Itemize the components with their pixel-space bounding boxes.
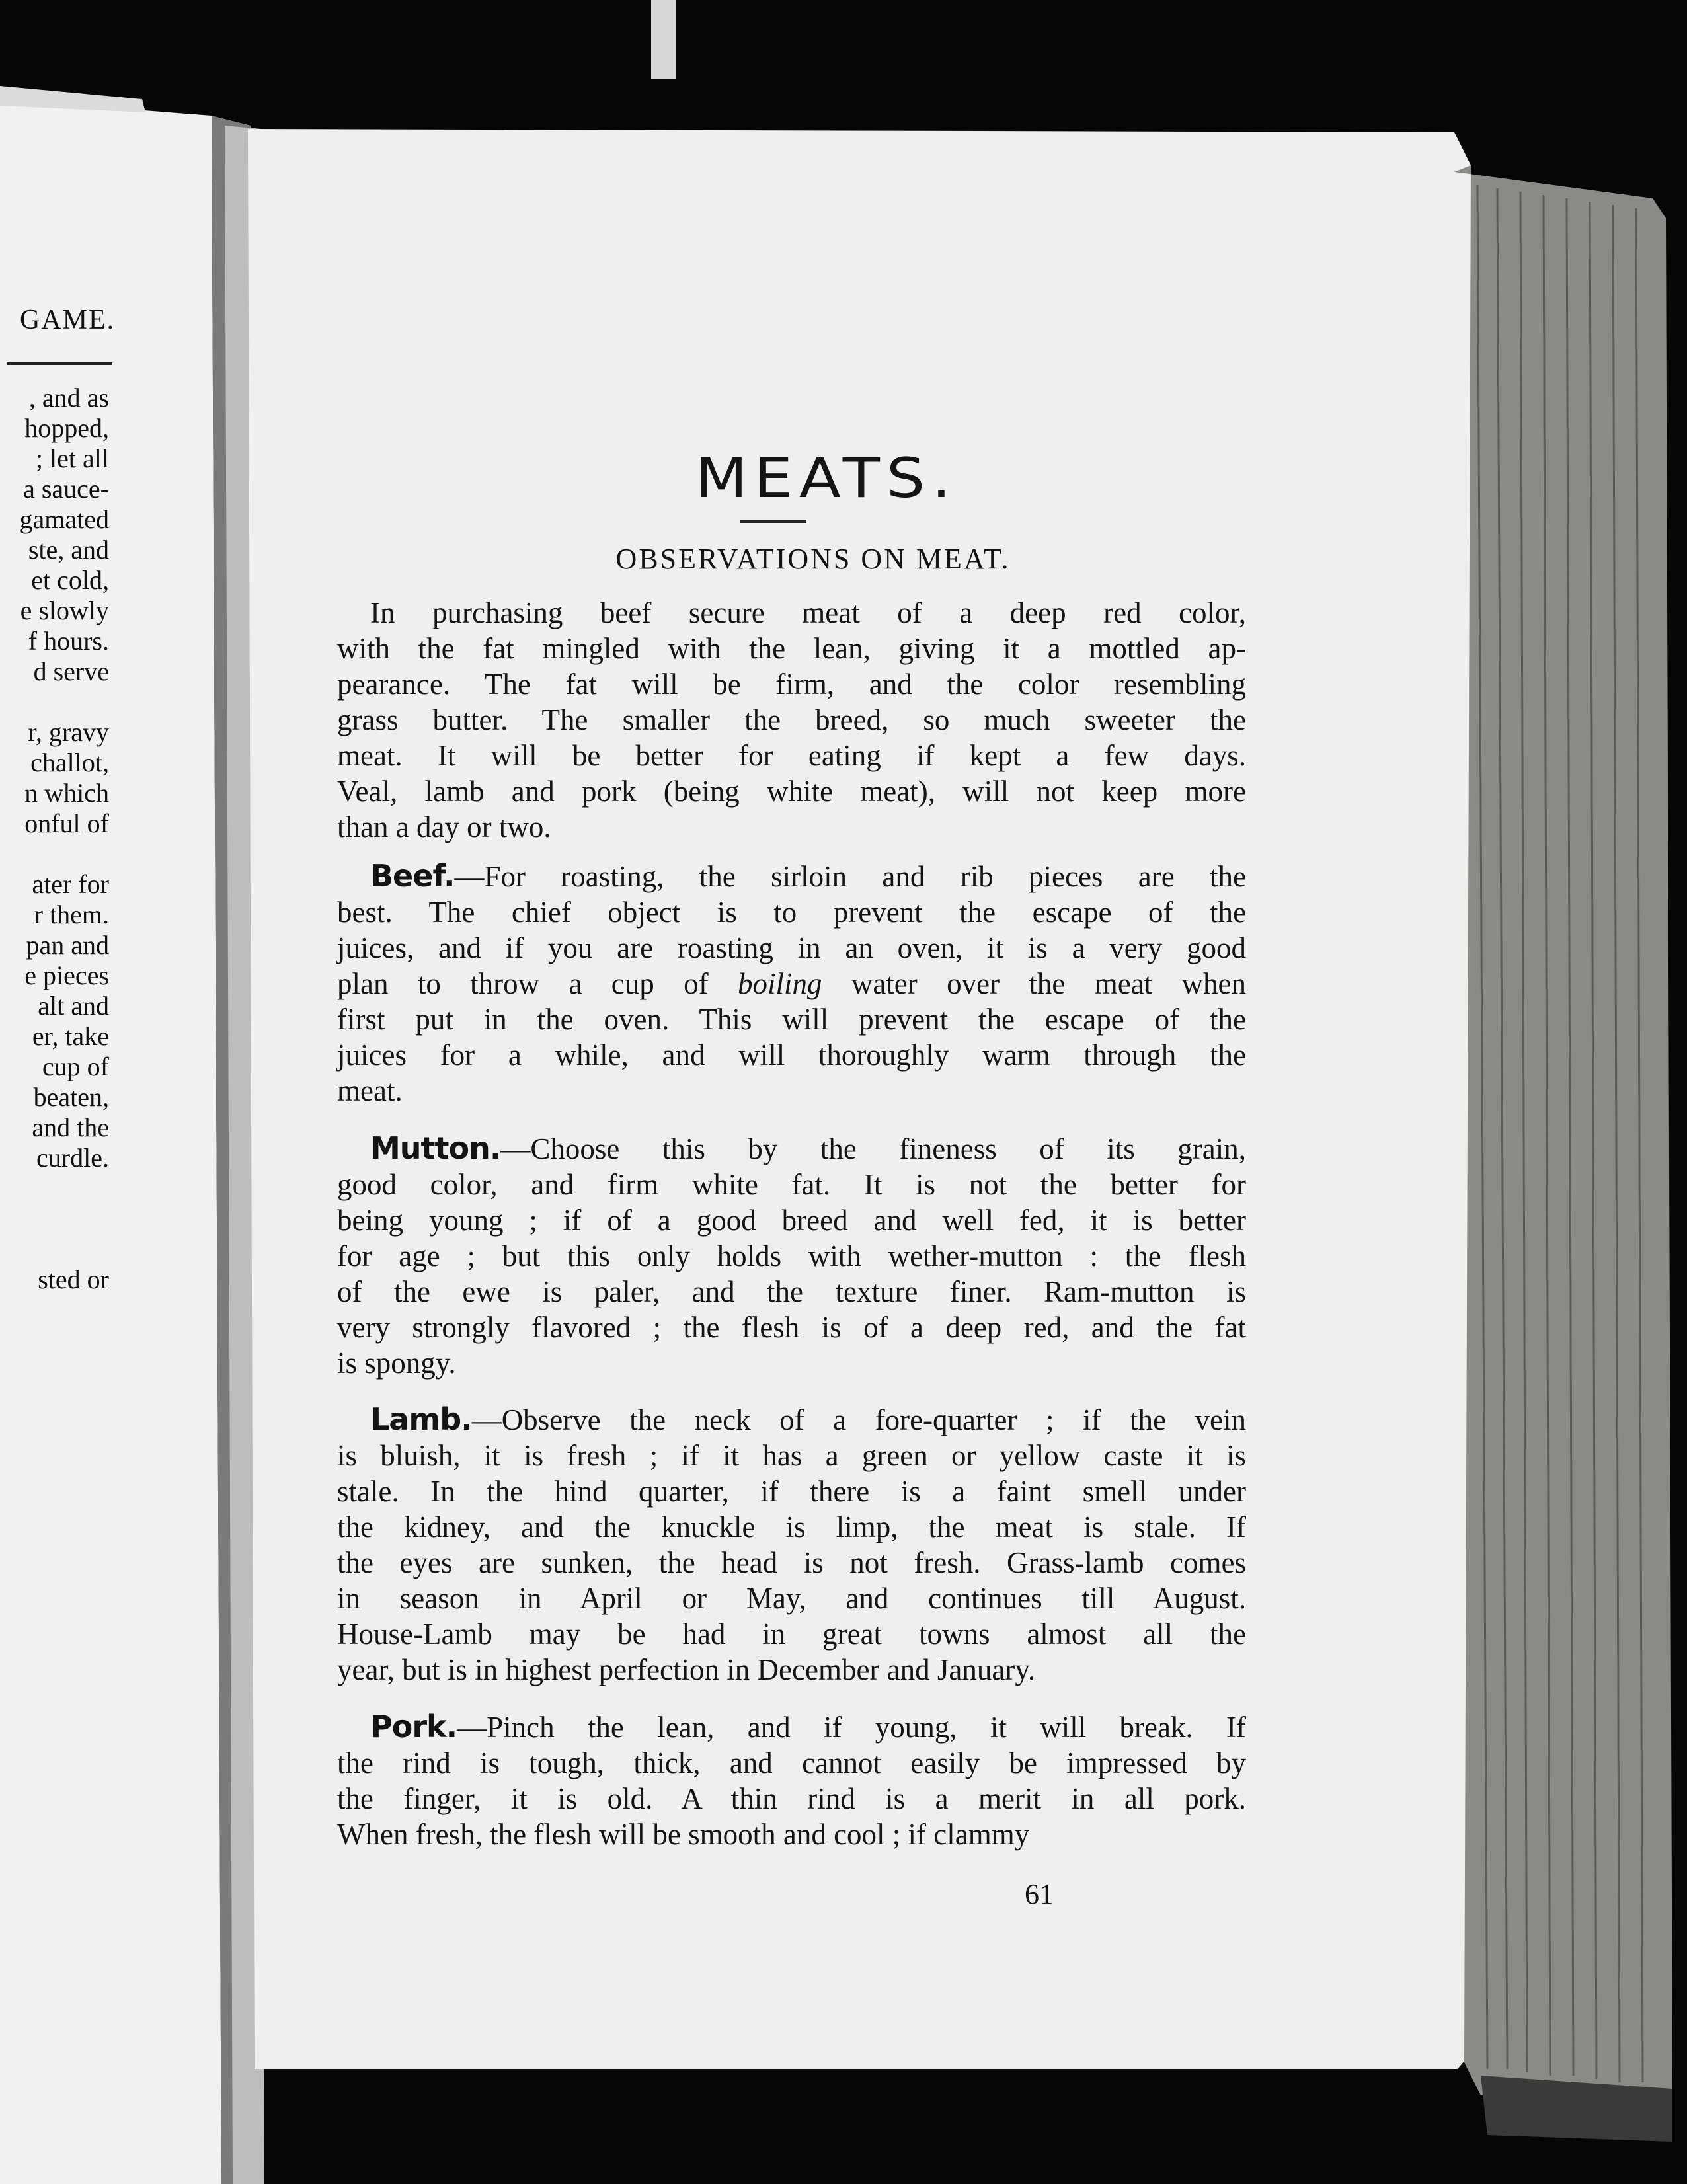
intro-paragraph [337, 595, 1246, 845]
text-line: best. The chief object is to prevent the escape of the [337, 896, 1246, 929]
left-page-line: a sauce- [23, 474, 109, 504]
text-line: juices for a while, and will thoroughly warm through the [337, 1038, 1246, 1072]
left-page-line: curdle. [36, 1143, 109, 1173]
beef-paragraph [337, 858, 1246, 1109]
text-line: the eyes are sunken, the head is not fresh. Grass-lamb comes [337, 1546, 1246, 1579]
pork-paragraph [337, 1709, 1246, 1852]
text-line: with the fat mingled with the lean, giving it a mottled ap- [337, 632, 1246, 665]
section-first-line: —Choose this by the fineness of its grain, [500, 1132, 1246, 1165]
text-line: grass butter. The smaller the breed, so much sweeter the [337, 703, 1246, 736]
text-line: good color, and firm white fat. It is not the better for [337, 1168, 1246, 1201]
left-page-line: hopped, [24, 413, 109, 443]
italic-word: boiling [737, 967, 822, 1000]
text-line: meat. It will be better for eating if kept a few days. [337, 739, 1246, 772]
lamb-paragraph [337, 1401, 1246, 1688]
left-page-line: pan and [26, 930, 109, 960]
left-page-line: e slowly [20, 596, 109, 625]
text-line: meat. [337, 1074, 403, 1107]
text-line: Veal, lamb and pork (being white meat), will not keep more [337, 775, 1246, 808]
text-line: of the ewe is paler, and the texture finer. Ram-mutton is [337, 1275, 1246, 1308]
left-page-line: n which [24, 778, 109, 808]
text-line: House-Lamb may be had in great towns almost all the [337, 1618, 1246, 1651]
left-page-line: r, gravy [28, 717, 109, 747]
text-fragment: water over the meat when [822, 967, 1246, 1000]
text-fragment: plan to throw a cup of [337, 967, 738, 1000]
left-page-line: et cold, [31, 565, 109, 595]
left-page-line: cup of [42, 1052, 109, 1081]
left-page-line: and the [32, 1112, 109, 1142]
text-line: In purchasing beef secure meat of a deep red color, [370, 596, 1246, 629]
text-line: year, but is in highest perfection in December and January. [337, 1653, 1036, 1686]
left-page-line: challot, [30, 748, 109, 777]
left-page-line: alt and [38, 991, 109, 1021]
left-page-line: ste, and [28, 535, 109, 565]
text-line: When fresh, the flesh will be smooth and cool ; if clammy [337, 1818, 1030, 1851]
text-line [337, 966, 1246, 1001]
text-line: the finger, it is old. A thin rind is a merit in all pork. [337, 1782, 1246, 1815]
left-page-line: ater for [32, 869, 109, 899]
left-page-line: gamated [19, 504, 109, 534]
page-subtitle: OBSERVATIONS ON MEAT. [615, 543, 1011, 575]
page-title: MEATS. [695, 446, 958, 510]
left-page-line: er, take [32, 1021, 109, 1051]
text-line [337, 1130, 1246, 1167]
left-page-line: onful of [24, 808, 109, 838]
text-line: first put in the oven. This will prevent the escape of the [337, 1003, 1246, 1036]
section-heading: Mutton. [370, 1130, 501, 1166]
section-first-line: —Observe the neck of a fore-quarter ; if the vein [471, 1403, 1246, 1436]
left-page-line: e pieces [24, 960, 109, 990]
text-line: the rind is tough, thick, and cannot easily be impressed by [337, 1746, 1246, 1779]
left-page-line: f hours. [28, 626, 109, 656]
text-line: juices, and if you are roasting in an oven, it is a very good [337, 931, 1246, 964]
text-line: the kidney, and the knuckle is limp, the meat is stale. If [337, 1510, 1246, 1543]
text-line: is bluish, it is fresh ; if it has a green or yellow caste it is [337, 1439, 1246, 1472]
section-heading: Lamb. [370, 1401, 472, 1437]
text-line: pearance. The fat will be firm, and the color resembling [337, 668, 1246, 701]
left-page-line: r them. [34, 900, 109, 929]
text-line [337, 1709, 1246, 1745]
mutton-paragraph [337, 1130, 1246, 1381]
left-page-line: sted or [38, 1265, 109, 1294]
title-rule [740, 520, 806, 523]
text-line: stale. In the hind quarter, if there is a faint smell under [337, 1475, 1246, 1508]
section-heading: Beef. [370, 858, 455, 894]
left-page-line: beaten, [33, 1082, 109, 1112]
text-line: than a day or two. [337, 810, 551, 843]
left-page-line: ; let all [35, 444, 109, 473]
left-page [0, 0, 218, 2184]
text-line: is spongy. [337, 1346, 456, 1380]
text-line [337, 1401, 1246, 1438]
text-line: for age ; but this only holds with wether-mutton : the flesh [337, 1239, 1246, 1272]
text-line: in season in April or May, and continues till August. [337, 1582, 1246, 1615]
section-first-line: —For roasting, the sirloin and rib pieces are the [454, 860, 1246, 893]
left-page-line: d serve [33, 656, 109, 686]
right-page [291, 132, 1454, 2049]
text-line: being young ; if of a good breed and well fed, it is better [337, 1204, 1246, 1237]
section-first-line: —Pinch the lean, and if young, it will break. If [457, 1711, 1246, 1744]
page-number: 61 [1025, 1878, 1054, 1910]
left-page-line: , and as [28, 383, 109, 412]
section-heading: Pork. [370, 1709, 457, 1744]
text-line [337, 858, 1246, 894]
left-page-header: GAME. [20, 305, 116, 335]
text-line: very strongly flavored ; the flesh is of a deep red, and the fat [337, 1311, 1246, 1344]
left-page-rule [7, 362, 112, 365]
